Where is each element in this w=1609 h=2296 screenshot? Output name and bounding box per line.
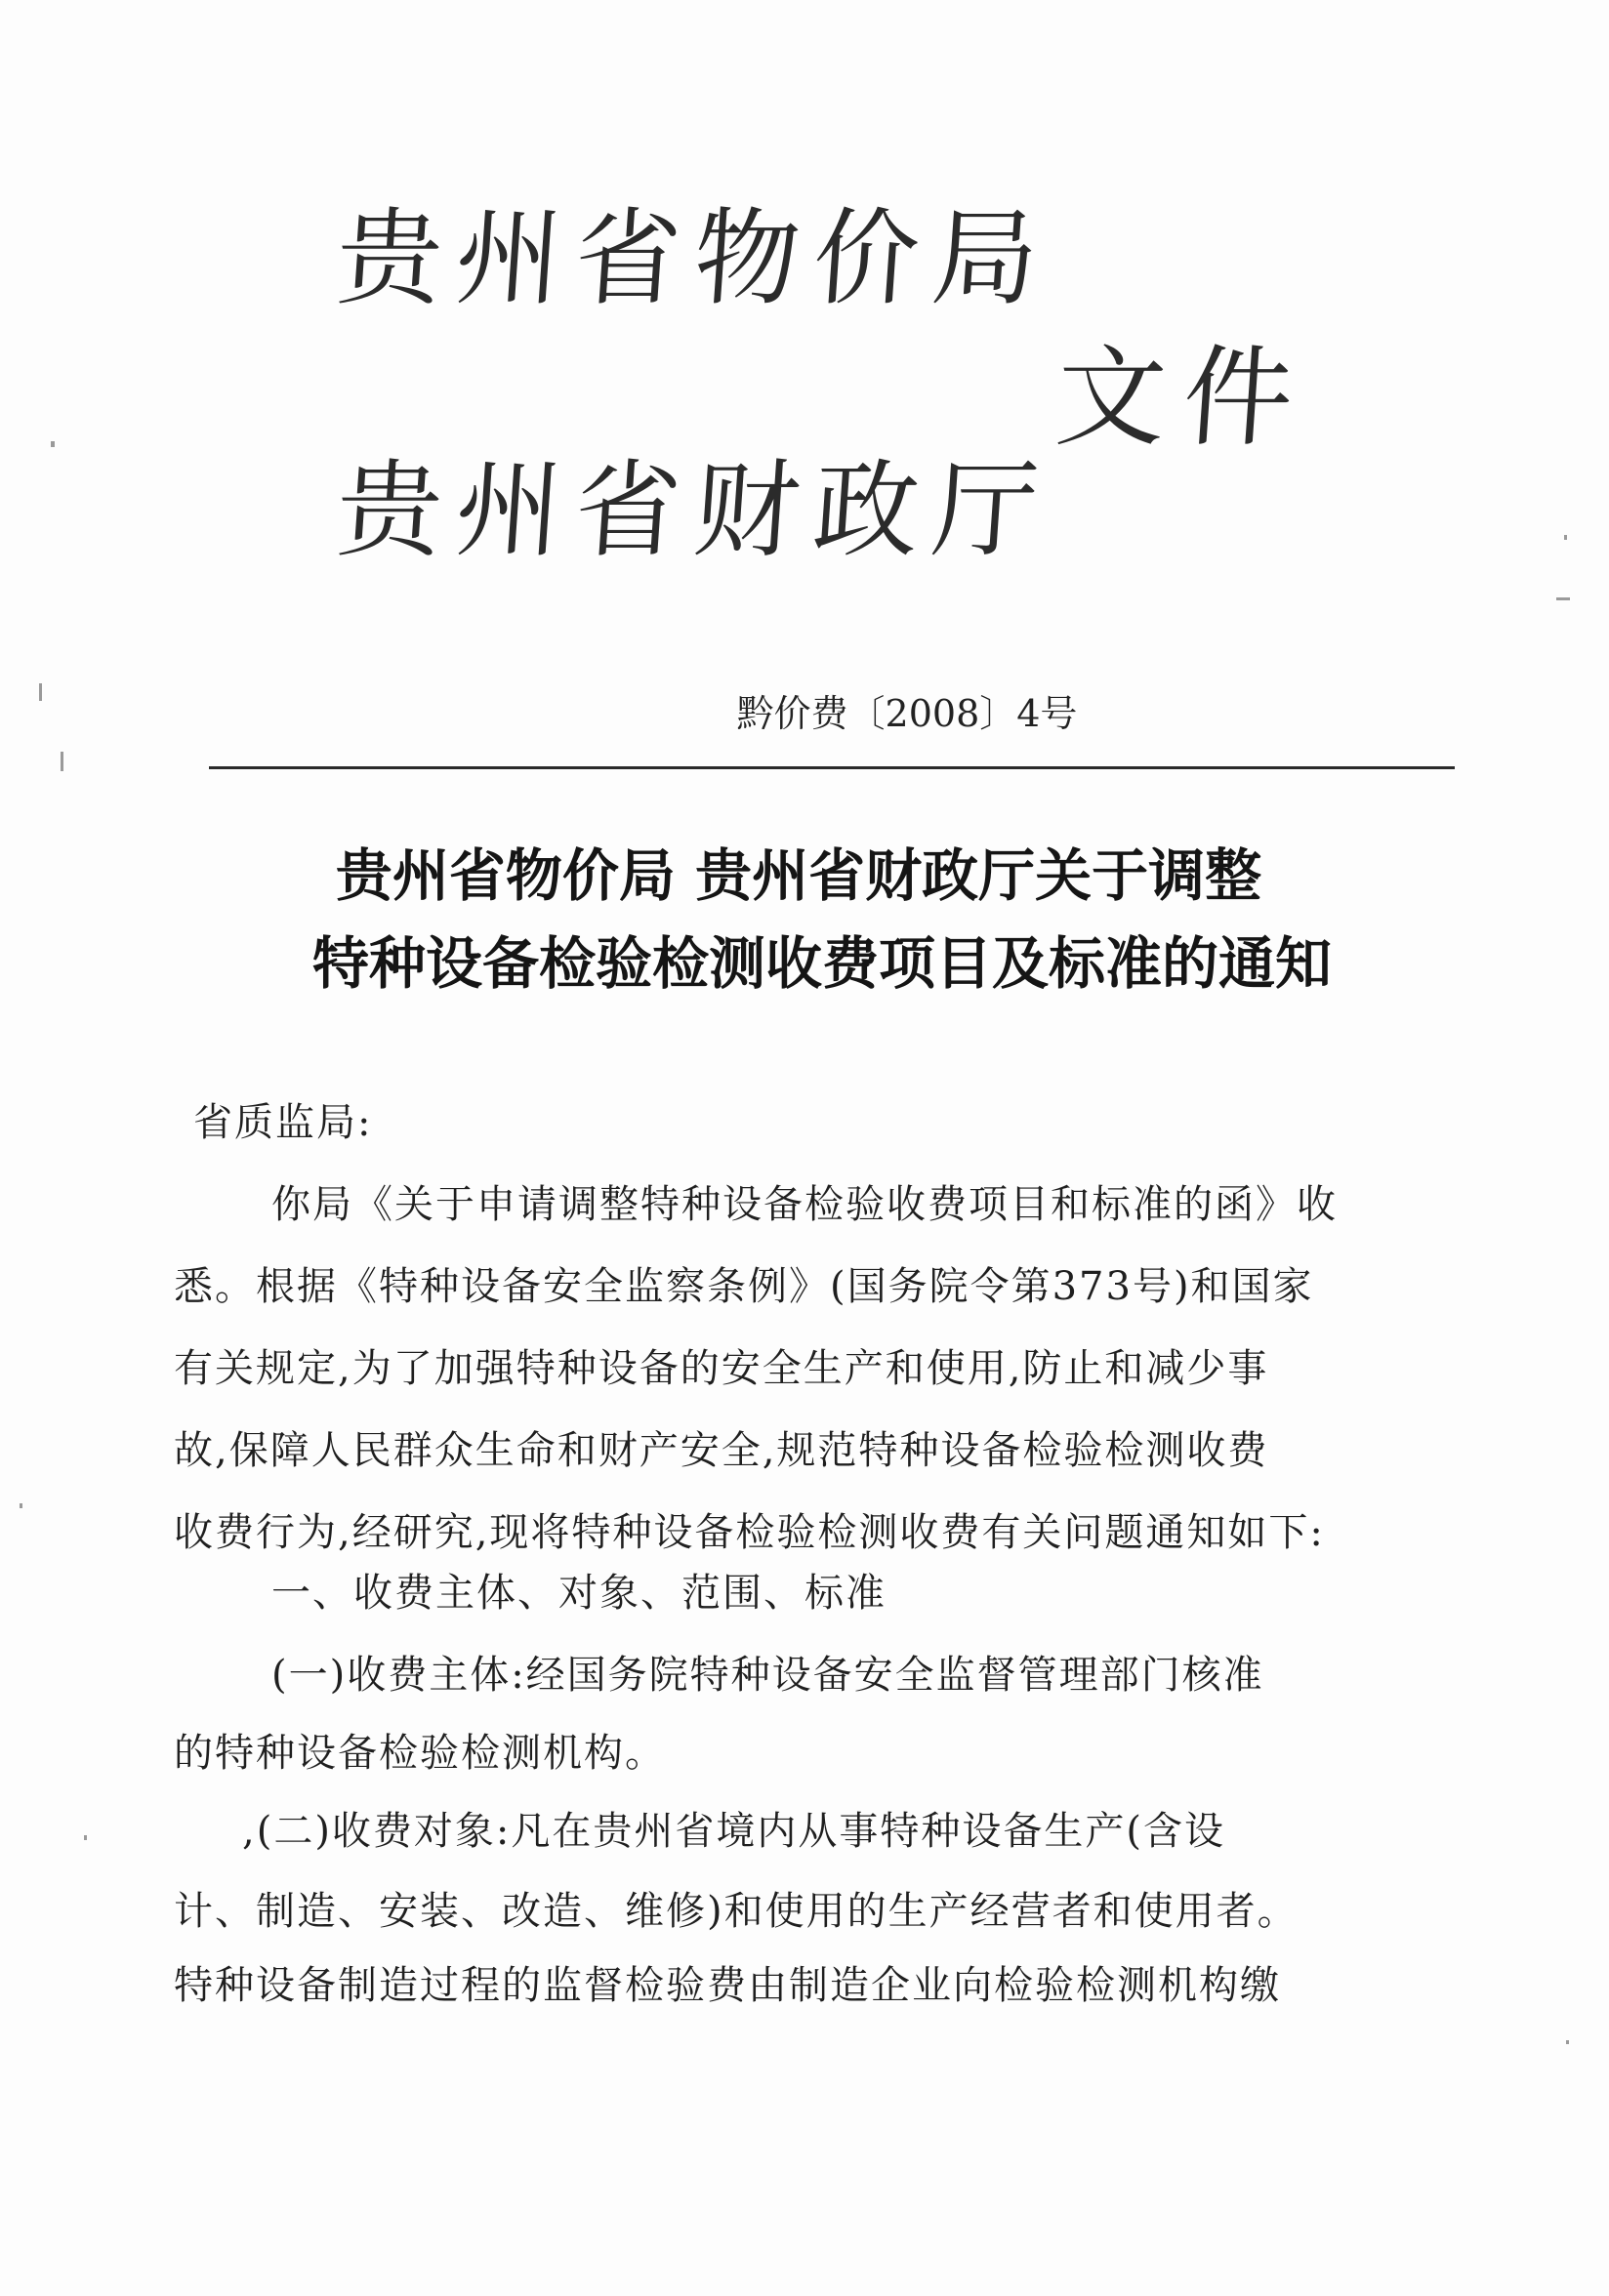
document-label: 文件 — [1052, 335, 1315, 462]
issuer-name-finance-department: 贵州省财政厅 — [332, 450, 1056, 572]
body-line: 悉。根据《特种设备安全监察条例》(国务院令第373号)和国家 — [174, 1264, 1314, 1309]
scan-speck — [20, 1503, 22, 1508]
document-title-line-1: 贵州省物价局 贵州省财政厅关于调整 — [335, 842, 1262, 909]
scan-speck — [1556, 597, 1570, 600]
body-line: 的特种设备检验检测机构。 — [174, 1731, 666, 1776]
scan-speck — [39, 683, 42, 701]
body-line: ,(二)收费对象:凡在贵州省境内从事特种设备生产(含设 — [242, 1809, 1226, 1854]
body-line: 收费行为,经研究,现将特种设备检验检测收费有关问题通知如下: — [174, 1510, 1325, 1555]
section-heading: 一、收费主体、对象、范围、标准 — [271, 1571, 887, 1616]
body-line: 有关规定,为了加强特种设备的安全生产和使用,防止和减少事 — [174, 1346, 1269, 1391]
scan-speck — [51, 441, 55, 447]
scan-speck — [61, 752, 63, 771]
body-line: (一)收费主体:经国务院特种设备安全监督管理部门核准 — [271, 1653, 1264, 1698]
scan-speck — [84, 1835, 87, 1840]
header-divider — [209, 766, 1455, 769]
body-line: 计、制造、安装、改造、维修)和使用的生产经营者和使用者。 — [174, 1889, 1299, 1934]
scan-speck — [1564, 535, 1567, 540]
body-line: 故,保障人民群众生命和财产安全,规范特种设备检验检测收费 — [174, 1428, 1269, 1473]
document-number: 黔价费〔2008〕4号 — [736, 692, 1078, 735]
scan-speck — [1566, 2040, 1569, 2044]
body-line: 你局《关于申请调整特种设备检验收费项目和标准的函》收 — [271, 1182, 1338, 1227]
body-line: 特种设备制造过程的监督检验费由制造企业向检验检测机构缴 — [174, 1963, 1281, 2008]
document-title-line-2: 特种设备检验检测收费项目及标准的通知 — [311, 930, 1332, 997]
salutation: 省质监局: — [193, 1100, 373, 1145]
issuer-name-price-bureau: 贵州省物价局 — [332, 198, 1056, 320]
